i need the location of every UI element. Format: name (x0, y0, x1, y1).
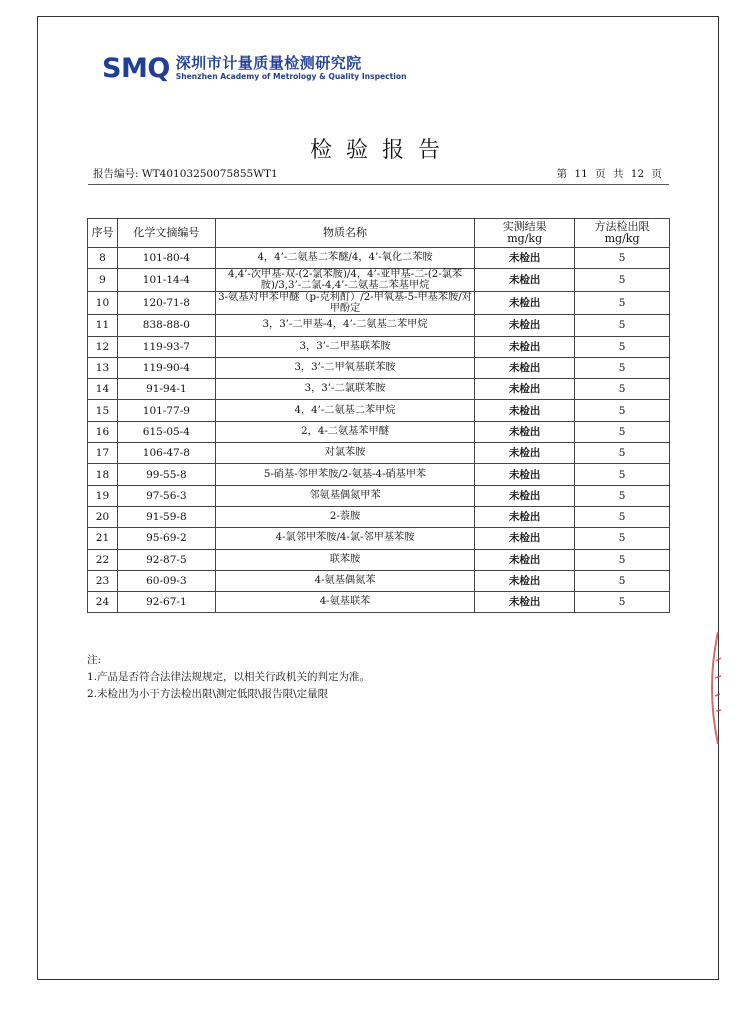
table-row (88, 549, 670, 570)
header-name: 物质名称 (215, 219, 474, 248)
row-cas: 97-56-3 (117, 485, 215, 506)
row-cas: 95-69-2 (117, 528, 215, 549)
report-title: 检验报告 (309, 138, 454, 163)
page-indicator: 第 11 页 共 12 页 (556, 168, 662, 180)
row-detection-limit: 5 (575, 336, 670, 357)
row-detection-limit: 5 (575, 357, 670, 378)
logo-mark: SMQ (102, 52, 170, 84)
row-result: 未检出 (475, 315, 575, 336)
notes-heading: 注: (87, 654, 102, 666)
row-result: 未检出 (475, 443, 575, 464)
row-seq: 17 (88, 443, 118, 464)
row-result: 未检出 (475, 528, 575, 549)
row-detection-limit: 5 (575, 269, 670, 292)
table-row (88, 592, 670, 613)
row-detection-limit: 5 (575, 549, 670, 570)
table-row (88, 528, 670, 549)
row-seq: 24 (88, 592, 118, 613)
row-detection-limit: 5 (575, 464, 670, 485)
header-result-unit: mg/kg (507, 232, 543, 245)
row-seq: 12 (88, 336, 118, 357)
row-result: 未检出 (475, 506, 575, 527)
row-seq: 22 (88, 549, 118, 570)
row-substance-name: 4-氨基联苯 (215, 592, 474, 613)
row-substance-name: 邻氨基偶氮甲苯 (215, 485, 474, 506)
row-seq: 8 (88, 248, 118, 269)
table-row (88, 506, 670, 527)
table-row (88, 570, 670, 591)
row-seq: 13 (88, 357, 118, 378)
logo-text (176, 55, 407, 82)
row-detection-limit: 5 (575, 248, 670, 269)
row-substance-name: 4，4’-二氨基二苯醚/4，4’-氧化二苯胺 (215, 248, 474, 269)
row-result: 未检出 (475, 421, 575, 442)
row-cas: 60-09-3 (117, 570, 215, 591)
row-cas: 101-14-4 (117, 269, 215, 292)
row-seq: 18 (88, 464, 118, 485)
row-seq: 9 (88, 269, 118, 292)
row-substance-name: 对氯苯胺 (215, 443, 474, 464)
row-substance-name: 4,4’-次甲基-双-(2-氯苯胺)/4，4’-亚甲基-二-(2-氯苯胺)/3,3’-二氯-4,4’-二氨基二苯基甲烷 (215, 269, 474, 292)
header-limit-label: 方法检出限 (594, 220, 650, 233)
row-seq: 19 (88, 485, 118, 506)
row-substance-name: 联苯胺 (215, 549, 474, 570)
row-result: 未检出 (475, 464, 575, 485)
table-row (88, 421, 670, 442)
row-seq: 11 (88, 315, 118, 336)
table-row (88, 248, 670, 269)
row-cas: 92-67-1 (117, 592, 215, 613)
row-seq: 10 (88, 292, 118, 315)
row-detection-limit: 5 (575, 400, 670, 421)
row-result: 未检出 (475, 549, 575, 570)
row-substance-name: 2-萘胺 (215, 506, 474, 527)
table-row (88, 443, 670, 464)
logo-english-name: Shenzhen Academy of Metrology & Quality Inspection (175, 71, 407, 81)
row-substance-name: 3，3’-二甲基-4，4’-二氨基二苯甲烷 (215, 315, 474, 336)
table-row (88, 315, 670, 336)
table-row (88, 464, 670, 485)
row-seq: 14 (88, 379, 118, 400)
header-limit-unit: mg/kg (604, 232, 640, 245)
row-substance-name: 3-氨基对甲苯甲醚（p-克利酊）/2-甲氧基-5-甲基苯胺/对甲酚定 (215, 292, 474, 315)
row-detection-limit: 5 (575, 592, 670, 613)
row-result: 未检出 (475, 400, 575, 421)
row-seq: 23 (88, 570, 118, 591)
seal-stamp-icon (702, 628, 722, 748)
row-substance-name: 2，4-二氨基苯甲醚 (215, 421, 474, 442)
row-result: 未检出 (475, 592, 575, 613)
row-detection-limit: 5 (575, 379, 670, 400)
table-row (88, 269, 670, 292)
row-substance-name: 3，3’-二甲氧基联苯胺 (215, 357, 474, 378)
header-result (475, 219, 575, 248)
row-result: 未检出 (475, 485, 575, 506)
results-table (87, 218, 670, 613)
row-substance-name: 4-氨基偶氮苯 (215, 570, 474, 591)
row-detection-limit: 5 (575, 421, 670, 442)
row-seq: 16 (88, 421, 118, 442)
table-header-row (88, 219, 670, 248)
row-detection-limit: 5 (575, 315, 670, 336)
header-result-label: 实测结果 (502, 220, 547, 233)
row-cas: 91-94-1 (117, 379, 215, 400)
table-row (88, 485, 670, 506)
row-cas: 838-88-0 (117, 315, 215, 336)
row-substance-name: 4，4’-二氨基二苯甲烷 (215, 400, 474, 421)
row-result: 未检出 (475, 336, 575, 357)
row-cas: 101-77-9 (117, 400, 215, 421)
row-seq: 15 (88, 400, 118, 421)
row-detection-limit: 5 (575, 506, 670, 527)
table-row (88, 292, 670, 315)
header-cas: 化学文摘编号 (117, 219, 215, 248)
notes (87, 652, 370, 703)
row-cas: 101-80-4 (117, 248, 215, 269)
note-item: 2.未检出为小于方法检出限\测定低限\报告限\定量限 (87, 688, 329, 700)
row-substance-name: 4-氯邻甲苯胺/4-氯-邻甲基苯胺 (215, 528, 474, 549)
row-substance-name: 3，3’-二氯联苯胺 (215, 379, 474, 400)
row-result: 未检出 (475, 357, 575, 378)
header-divider (88, 184, 669, 185)
row-result: 未检出 (475, 269, 575, 292)
table-row (88, 336, 670, 357)
row-cas: 99-55-8 (117, 464, 215, 485)
row-seq: 21 (88, 528, 118, 549)
row-substance-name: 3，3’-二甲基联苯胺 (215, 336, 474, 357)
row-cas: 91-59-8 (117, 506, 215, 527)
row-result: 未检出 (475, 248, 575, 269)
row-cas: 120-71-8 (117, 292, 215, 315)
row-detection-limit: 5 (575, 292, 670, 315)
header-limit (575, 219, 670, 248)
row-cas: 615-05-4 (117, 421, 215, 442)
row-cas: 92-87-5 (117, 549, 215, 570)
row-detection-limit: 5 (575, 443, 670, 464)
row-substance-name: 5-硝基-邻甲苯胺/2-氨基-4-硝基甲苯 (215, 464, 474, 485)
institution-logo (102, 48, 407, 88)
row-detection-limit: 5 (575, 485, 670, 506)
row-cas: 106-47-8 (117, 443, 215, 464)
logo-chinese-name: 深圳市计量质量检测研究院 (175, 53, 362, 72)
row-detection-limit: 5 (575, 528, 670, 549)
row-result: 未检出 (475, 292, 575, 315)
row-seq: 20 (88, 506, 118, 527)
row-cas: 119-93-7 (117, 336, 215, 357)
report-number: 报告编号: WT40103250075855WT1 (93, 168, 278, 180)
note-item: 1.产品是否符合法律法规规定，以相关行政机关的判定为准。 (87, 671, 371, 683)
row-cas: 119-90-4 (117, 357, 215, 378)
header-seq: 序号 (88, 219, 118, 248)
row-detection-limit: 5 (575, 570, 670, 591)
table-row (88, 400, 670, 421)
table-row (88, 357, 670, 378)
row-result: 未检出 (475, 570, 575, 591)
row-result: 未检出 (475, 379, 575, 400)
table-row (88, 379, 670, 400)
